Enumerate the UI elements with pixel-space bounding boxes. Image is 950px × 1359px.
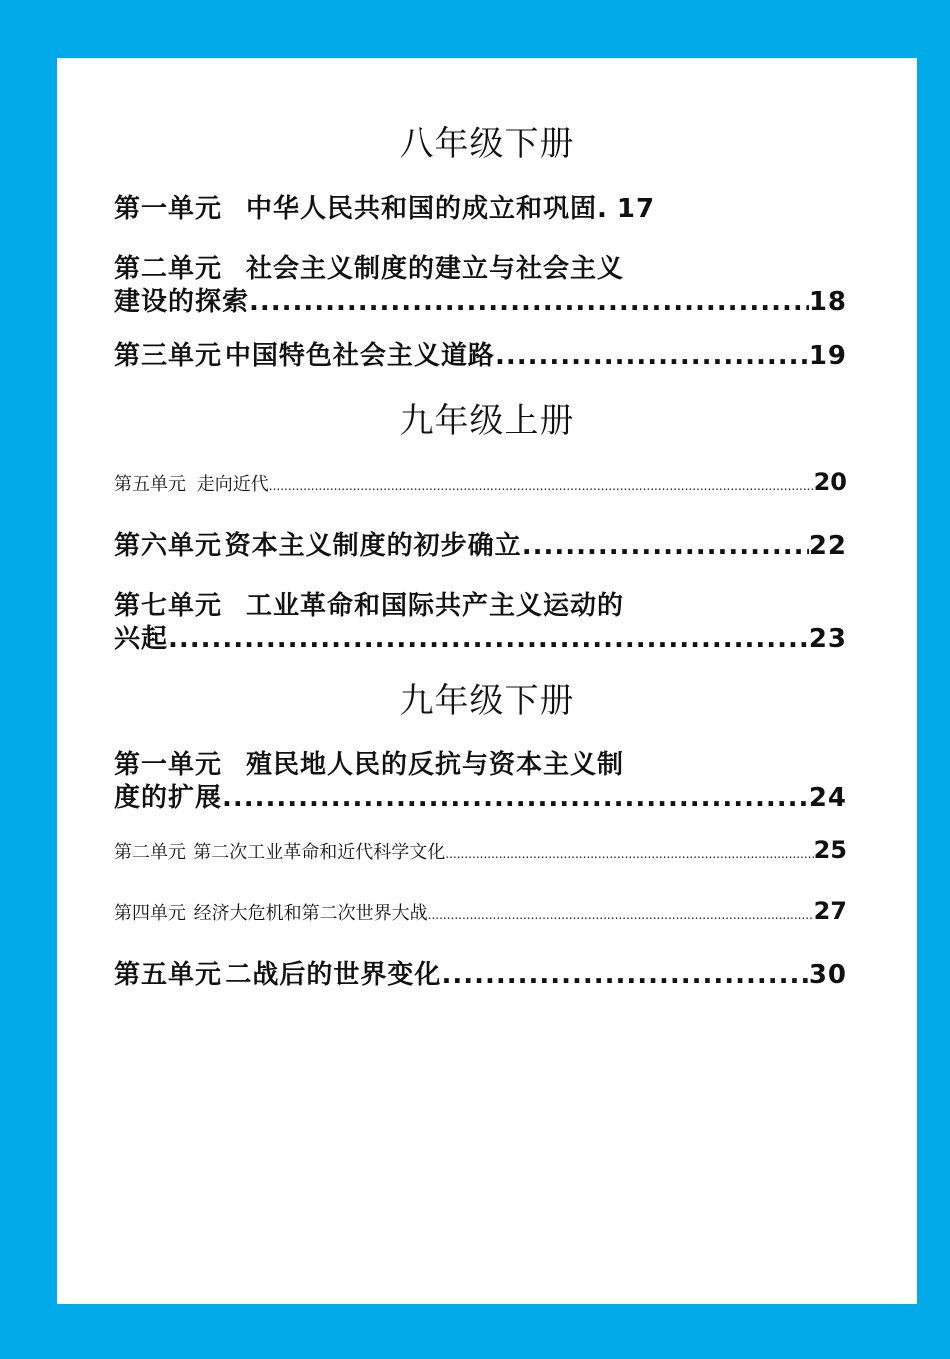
section-title-grade8-vol2: 八年级下册 [399,124,575,164]
page-number: 30 [808,960,847,990]
toc-entry[interactable] [114,525,847,562]
section-title-grade9-vol2: 九年级下册 [399,681,575,721]
toc-entry[interactable] [114,954,847,991]
toc-entry[interactable] [114,335,847,372]
page-number: 19 [808,341,847,371]
unit-label: 第三单元 [114,341,223,371]
toc-entry[interactable] [114,585,847,655]
toc-page [57,58,917,1304]
entry-title: 工业革命和国际共产主义运动的 [246,591,625,621]
entry-title: 社会主义制度的建立与社会主义 [246,254,625,284]
dot-leader [428,908,814,922]
dot-leader [445,847,813,861]
entry-title: 中华人民共和国的成立和巩固 [246,194,598,224]
entry-title: 资本主义制度的初步确立 [224,531,522,561]
unit-label: 第五单元 [114,474,186,495]
page-number: 22 [808,531,847,561]
unit-label: 第六单元 [114,531,223,561]
toc-entry[interactable] [114,836,847,864]
toc-entry[interactable] [114,188,847,225]
entry-title: 中国特色社会主义道路 [224,341,495,371]
section-title-grade9-vol1: 九年级上册 [399,401,575,441]
entry-title: 第二次工业革命和近代科学文化 [193,842,446,863]
dot-leader [222,783,809,813]
dot-leader [441,960,808,990]
entry-title-cont: 建设的探索 [114,287,250,317]
page-number: 25 [813,836,847,864]
dot-leader: . [597,194,607,224]
dot-leader [249,287,809,317]
entry-title: 殖民地人民的反抗与资本主义制 [246,750,625,780]
entry-title: 经济大危机和第二次世界大战 [193,903,428,924]
entry-title: 走向近代 [196,474,269,495]
dot-leader [269,479,814,493]
dot-leader [522,531,809,561]
page-number: 20 [813,468,847,496]
page-number: 27 [813,897,847,925]
toc-entry[interactable] [114,468,847,496]
page-number: 18 [808,287,847,317]
entry-title: 二战后的世界变化 [225,960,442,990]
unit-label: 第四单元 [114,903,186,924]
page-number: 23 [808,624,847,654]
entry-title-cont: 度的扩展 [114,783,223,813]
toc-entry[interactable] [114,897,847,925]
unit-label: 第二单元 [114,254,223,284]
dot-leader [495,341,809,371]
page-number: 17 [616,194,656,224]
unit-label: 第五单元 [114,960,223,990]
unit-label: 第二单元 [114,842,186,863]
unit-label: 第一单元 [114,194,223,224]
entry-title-cont: 兴起 [114,624,169,654]
unit-label: 第七单元 [114,591,223,621]
dot-leader [168,624,809,654]
toc-entry[interactable] [114,744,847,814]
unit-label: 第一单元 [114,750,223,780]
toc-entry[interactable] [114,248,847,318]
page-number: 24 [808,783,847,813]
